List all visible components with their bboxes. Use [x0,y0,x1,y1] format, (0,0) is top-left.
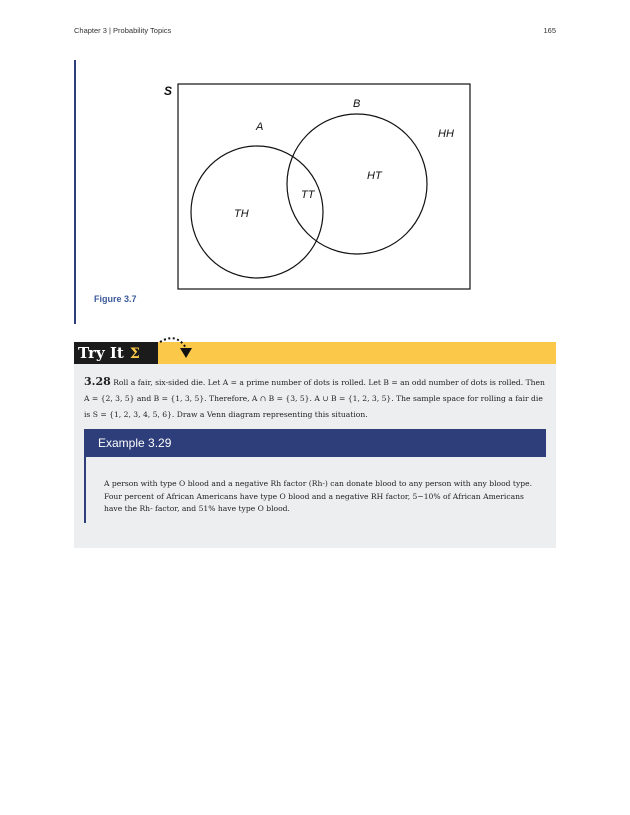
example-text: A person with type O blood and a negative Rh factor (Rh-) can donate blood to any person with any blood type. Four percent of African Americans have type O blood and a negative RH factor, 5−10% of African Americans have the Rh- factor, and 51% have type O blood. [104,479,533,513]
example-title: Example 3.29 [98,436,172,450]
venn-diagram [150,78,480,293]
label-hh: HH [438,128,454,140]
label-th: TH [234,208,249,220]
problem-text: Roll a fair, six-sided die. Let A = a prime number of dots is rolled. Let B = an odd number of dots is rolled. Then A = {2, 3, 5} and B = {1, 3, 5}. Therefore, A ∩ B = {3, 5}. A ∪ B = {1, 2, 3, 5}. The sample space for rolling a fair die is S = {1, 2, 3, 4, 5, 6}. Draw a Venn diagram representing this situation. [84,378,545,419]
sigma-icon: Σ [129,346,140,362]
label-tt: TT [301,189,315,201]
example-left-rule [84,457,86,523]
figure-left-rule [74,60,76,324]
problem-number: 3.28 [84,375,111,388]
problem-3-28 [84,374,546,423]
try-it-label [74,342,158,364]
sample-space-box [178,84,470,289]
dotted-arrow-icon [156,334,196,364]
label-s: S [164,84,173,98]
try-it-text: Try It [78,344,124,362]
circle-b [287,114,427,254]
circle-a [191,146,323,278]
label-a: A [256,121,264,133]
page-number: 165 [543,26,556,35]
figure-caption: Figure 3.7 [94,294,137,304]
label-ht: HT [367,170,382,182]
chapter-header: Chapter 3 | Probability Topics [74,26,172,35]
label-b: B [353,98,361,110]
